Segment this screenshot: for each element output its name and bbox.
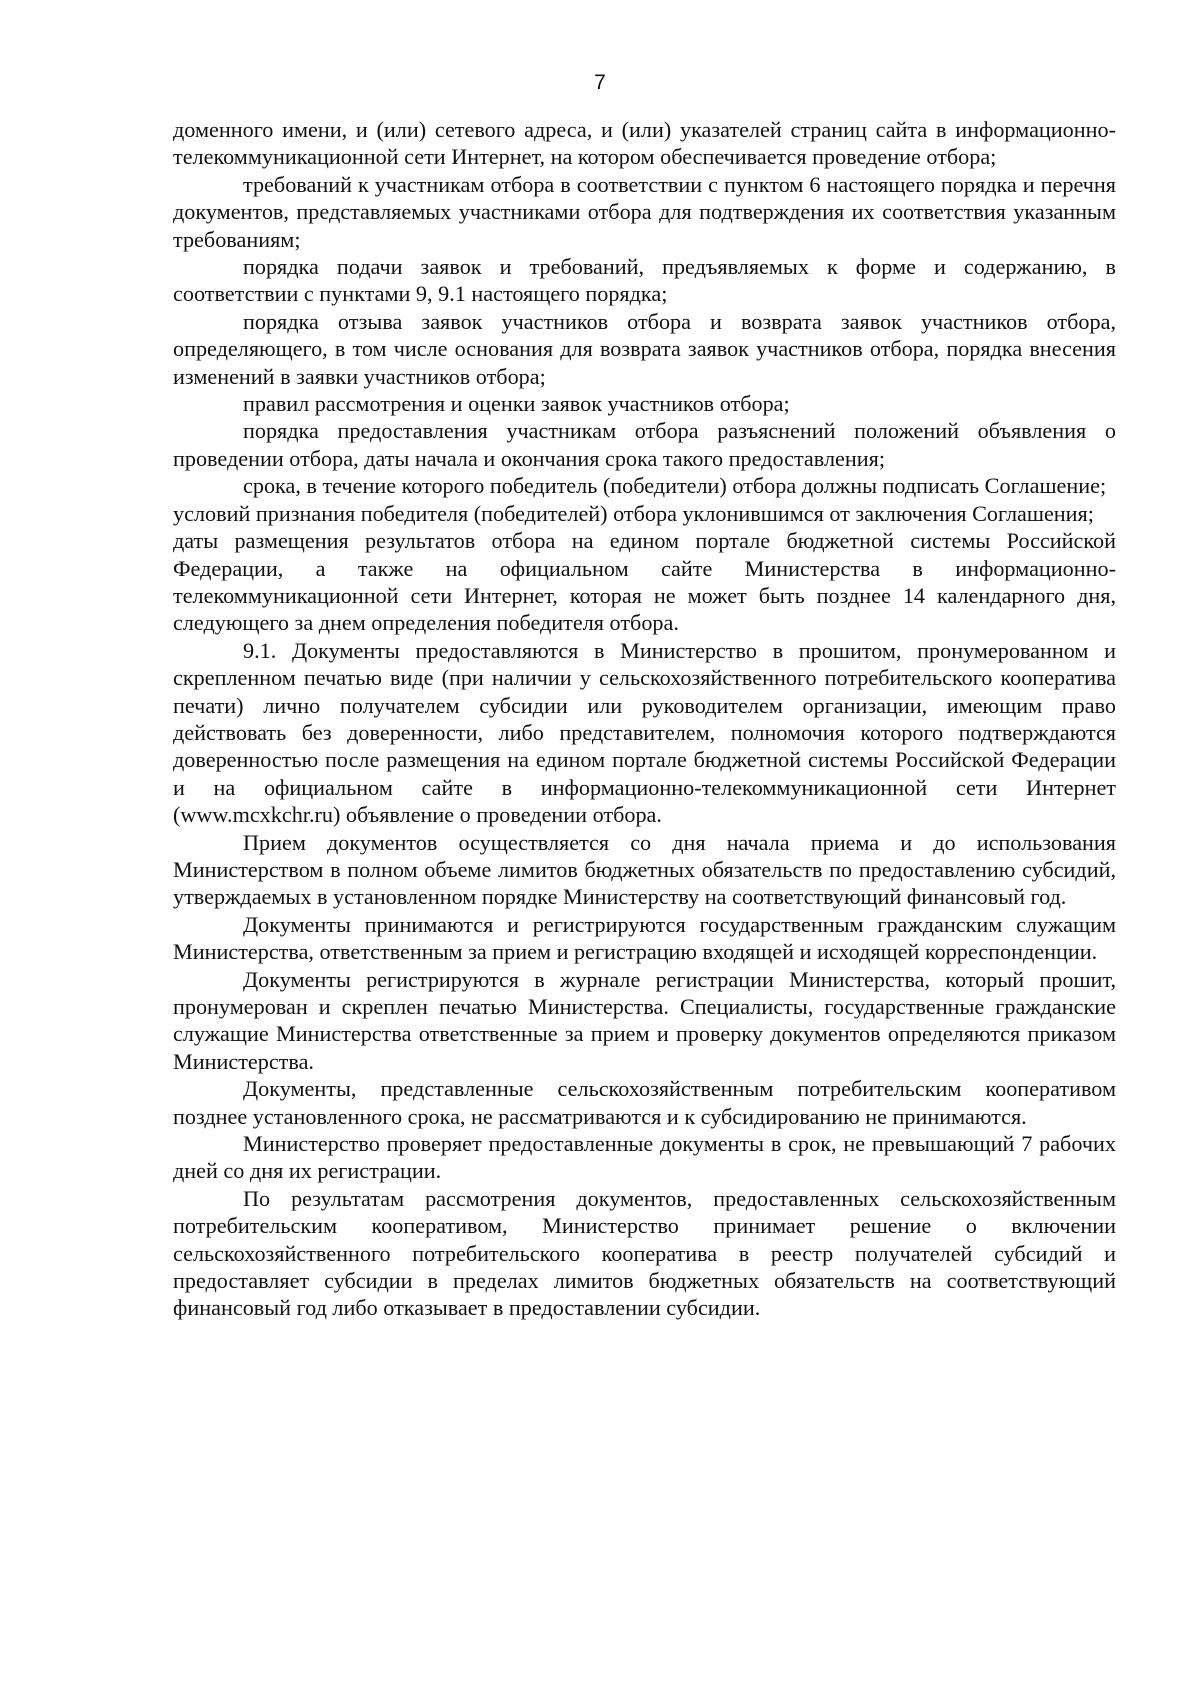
paragraph-review-decision: По результатам рассмотрения документов, предоставленных сельскохозяйственным потребительским кооперативом, Министерство принимает решение о включении сельскохозяйственного потребительского кооператива в реестр получателей субсидий и предоставляет субсидии в пределах лимитов бюджетных обязательств на соответствующий финансовый год либо отказывает в предоставлении субсидии. — [173, 1185, 1116, 1321]
paragraph-section-9-1: 9.1. Документы предоставляются в Министерство в прошитом, пронумерованном и скрепленном печатью виде (при наличии у сельскохозяйственного потребительского кооператива печати) лично получателем субсидии или руководителем организации, имеющим право действовать без доверенности, либо представителем, полномочия которого подтверждаются доверенностью после размещения на едином портале бюджетной системы Российской Федерации и на официальном сайте в информационно-телекоммуникационной сети Интернет (www.mcxkchr.ru) объявление о проведении отбора. — [173, 637, 1116, 828]
paragraph-application-submission: порядка подачи заявок и требований, предъявляемых к форме и содержанию, в соответствии с пунктами 9, 9.1 настоящего порядка; — [173, 254, 1116, 307]
paragraph-application-withdrawal: порядка отзыва заявок участников отбора и возврата заявок участников отбора, определяющего, в том числе основания для возврата заявок участников отбора, порядка внесения изменений в заявки участников отбора; — [173, 308, 1116, 389]
page-number: 7 — [594, 71, 606, 94]
paragraph-late-documents: Документы, представленные сельскохозяйственным потребительским кооперативом позднее установленного срока, не рассматриваются и к субсидированию не принимаются. — [173, 1076, 1116, 1129]
document-body — [173, 116, 1116, 1322]
paragraph-document-registration: Документы принимаются и регистрируются государственным гражданским служащим Министерства, ответственным за прием и регистрацию входящей и исходящей корреспонденции. — [173, 911, 1116, 965]
paragraph-review-period: Министерство проверяет предоставленные документы в срок, не превышающий 7 рабочих дней со дня их регистрации. — [173, 1131, 1116, 1184]
paragraph-clarifications: порядка предоставления участникам отбора разъяснений положений объявления о проведении отбора, даты начала и окончания срока такого предоставления; — [173, 418, 1116, 471]
paragraph-domain-name: доменного имени, и (или) сетевого адреса, и (или) указателей страниц сайта в информационно-телекоммуникационной сети Интернет, на котором обеспечивается проведение отбора; — [173, 117, 1116, 170]
paragraph-participant-requirements: требований к участникам отбора в соответствии с пунктом 6 настоящего порядка и перечня документов, представляемых участниками отбора для подтверждения их соответствия указанным требованиям; — [173, 171, 1116, 252]
paragraph-registration-journal: Документы регистрируются в журнале регистрации Министерства, который прошит, пронумерован и скреплен печатью Министерства. Специалисты, государственные гражданские служащие Министерства ответственные за прием и проверку документов определяются приказом Министерства. — [173, 966, 1116, 1074]
paragraph-document-intake: Прием документов осуществляется со дня начала приема и до использования Министерством в полном объеме лимитов бюджетных обязательств по предоставлению субсидий, утверждаемых в установленном порядке Министерству на соответствующий финансовый год. — [173, 829, 1116, 910]
paragraph-evasion-conditions: условий признания победителя (победителей) отбора уклонившимся от заключения Соглашения; — [173, 500, 1094, 526]
paragraph-signing-deadline: срока, в течение которого победитель (победители) отбора должны подписать Соглашение; — [243, 473, 1107, 499]
paragraph-evaluation-rules: правил рассмотрения и оценки заявок участников отбора; — [243, 391, 790, 417]
paragraph-results-publication: даты размещения результатов отбора на едином портале бюджетной системы Российской Федерации, а также на официальном сайте Министерства в информационно-телекоммуникационной сети Интернет, которая не может быть позднее 14 календарного дня, следующего за днем определения победителя отбора. — [173, 528, 1116, 636]
